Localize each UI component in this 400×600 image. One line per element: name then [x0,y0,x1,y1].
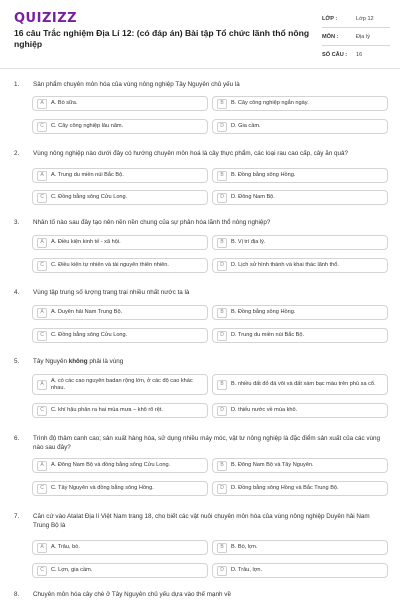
option-text: B. Đồng bằng sông Hồng. [231,309,296,315]
option-letter: C [37,484,47,494]
question-number: 1. [14,81,20,88]
option-b[interactable] [212,458,388,473]
meta-class-value: Lớp 12 [356,15,374,22]
option-letter: A [37,543,47,553]
option-b[interactable] [212,168,388,183]
option-d[interactable] [212,328,388,343]
question-number: 2. [14,150,20,157]
option-b[interactable] [212,235,388,250]
option-text: A. Trung du miền núi Bắc Bộ. [51,172,124,178]
option-letter: A [37,461,47,471]
option-letter: A [37,308,47,318]
option-a[interactable] [32,235,208,250]
question-number: 3. [14,219,20,226]
option-letter: C [37,261,47,271]
question-number: 4. [14,289,20,296]
option-letter: B [217,308,227,318]
option-letter: D [217,193,227,203]
option-d[interactable] [212,190,388,205]
question-text-pre: Tây Nguyên [33,358,69,365]
option-a[interactable] [32,168,208,183]
page-header [0,0,400,68]
option-a[interactable] [32,305,208,320]
option-letter: A [37,380,47,390]
header-divider [0,68,400,69]
option-letter: B [217,380,227,390]
option-letter: D [217,331,227,341]
option-b[interactable] [212,96,388,111]
option-text: D. Đông Nam Bộ. [231,194,275,200]
option-text: D. Lịch sử hình thành và khai thác lãnh thổ. [231,262,339,268]
option-letter: C [37,566,47,576]
option-c[interactable] [32,328,208,343]
option-text: A. Duyên hải Nam Trung Bộ. [51,309,123,315]
meta-subject [322,28,390,46]
question-number: 8. [14,591,20,598]
question-number: 5. [14,358,20,365]
quiz-meta [322,10,390,64]
option-letter: B [217,238,227,248]
question-number: 7. [14,513,20,520]
option-letter: A [37,171,47,181]
option-text: B. nhiều đất đỏ đá vôi và đất xám bạc màu trên phù sa cổ. [231,381,376,387]
option-b[interactable] [212,305,388,320]
option-a[interactable] [32,374,208,395]
option-b[interactable] [212,374,388,395]
option-text: D. Trung du miền núi Bắc Bộ. [231,332,305,338]
option-c[interactable] [32,190,208,205]
option-letter: D [217,406,227,416]
question-text: Vùng nông nghiệp nào dưới đây có hướng chuyên môn hoá là cây thực phẩm, các loại rau cao cấp, cây ăn quả? [33,150,348,157]
option-d[interactable] [212,481,388,496]
option-text: A. Bò sữa. [51,100,78,106]
option-letter: B [217,99,227,109]
option-letter: B [217,171,227,181]
option-d[interactable] [212,119,388,134]
option-letter: C [37,331,47,341]
meta-count-value: 16 [356,52,363,58]
option-a[interactable] [32,458,208,473]
option-letter: C [37,406,47,416]
option-text: B. Cây công nghiệp ngắn ngày. [231,100,309,106]
option-letter: D [217,261,227,271]
option-letter: B [217,543,227,553]
option-text: B. Đông Nam Bộ và Tây Nguyên. [231,462,314,468]
option-letter: C [37,122,47,132]
option-a[interactable] [32,540,208,555]
option-text: C. Tây Nguyên và đồng bằng sông Hồng. [51,485,154,491]
option-text: B. Bò, lợn. [231,544,258,550]
option-text: A. Điều kiện kinh tế - xã hội. [51,239,121,245]
meta-subject-value: Địa lý [356,33,370,40]
option-c[interactable] [32,119,208,134]
option-text: A. có các cao nguyên badan rộng lớn, ở các độ cao khác nhau. [51,377,193,391]
option-text: C. Đồng bằng sông Cửu Long. [51,332,128,338]
option-text: C. Đồng bằng sông Cửu Long. [51,194,128,200]
option-letter: A [37,238,47,248]
option-text: C. Cây công nghiệp lâu năm. [51,123,124,129]
question-text [33,357,386,366]
option-letter: C [37,193,47,203]
option-text: A. Đông Nam Bộ và đồng bằng sông Cửu Long. [51,462,171,468]
question-text: Vùng tập trung số lượng trang trại nhiều nhất nước ta là [33,289,190,296]
quizizz-logo: QUIZIZZ [14,11,78,26]
question-text-post: phải là vùng [87,358,124,365]
option-text: C. Lợn, gia cầm. [51,567,93,573]
meta-class-label: LỚP : [322,15,338,22]
option-d[interactable] [212,258,388,273]
option-letter: D [217,566,227,576]
question-text-emphasis: không [68,358,88,365]
option-text: D. Trâu, lợn. [231,567,263,573]
question-text: Căn cứ vào Atalat Địa lí Việt Nam trang 18, cho biết các vật nuôi chuyên môn hóa của vùng nông nghiệp Duyên hải Nam Trung Bộ là [33,513,370,529]
option-text: C. khí hậu phân ra hai mùa mưa – khô rõ rệt. [51,407,163,413]
page-title: 16 câu Trắc nghiệm Địa Lí 12: (có đáp án) Bài tập Tổ chức lãnh thổ nông nghiệp [14,28,310,49]
option-text: A. Trâu, bò. [51,544,80,550]
option-text: D. thiếu nước về mùa khô. [231,407,298,413]
option-letter: B [217,461,227,471]
option-text: D. Gia cầm. [231,123,261,129]
option-text: D. Đồng bằng sông Hồng và Bắc Trung Bộ. [231,485,339,491]
option-text: B. Đồng bằng sông Hồng. [231,172,296,178]
option-letter: D [217,122,227,132]
question-text: Nhân tố nào sau đây tạo nên nền nền chung của sự phân hóa lãnh thổ nông nghiệp? [33,219,271,226]
meta-count [322,46,390,64]
option-a[interactable] [32,96,208,111]
option-c[interactable] [32,481,208,496]
option-c[interactable] [32,563,208,578]
option-c[interactable] [32,403,208,418]
option-d[interactable] [212,403,388,418]
option-c[interactable] [32,258,208,273]
question-text: Chuyên môn hóa cây chè ở Tây Nguyên chủ yếu dựa vào thế mạnh về [33,591,231,598]
option-letter: A [37,99,47,109]
option-b[interactable] [212,540,388,555]
question-text: Trình độ thâm canh cao; sản xuất hàng hóa, sử dụng nhiều máy móc, vật tư nông nghiệp là đặc điểm sản xuất của các vùng nào sau đây? [33,435,381,451]
question-text: Sản phẩm chuyên môn hóa của vùng nông nghiệp Tây Nguyên chủ yếu là [33,81,240,88]
meta-subject-label: MÔN : [322,33,339,40]
meta-class [322,10,390,28]
question-number: 6. [14,435,20,442]
meta-count-label: SỐ CÂU : [322,52,348,58]
option-letter: D [217,484,227,494]
option-text: C. Điều kiện tự nhiên và tài nguyên thiên nhiên. [51,262,169,268]
option-d[interactable] [212,563,388,578]
option-text: B. Vị trí địa lý. [231,239,266,245]
